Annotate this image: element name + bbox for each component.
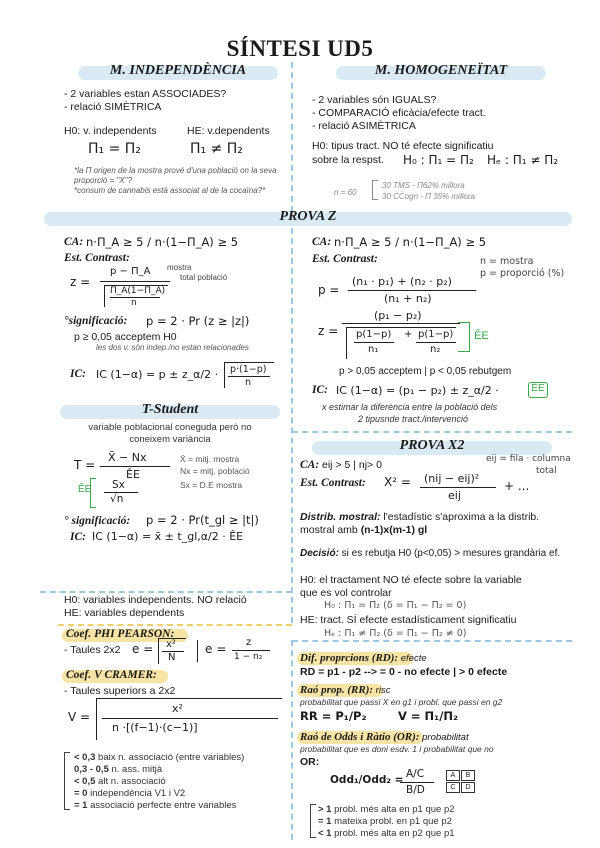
fraction-bar	[400, 782, 434, 783]
ic-formula: IC (1−α) = x̄ ± t_gl,α/2 · ÊE	[92, 530, 244, 543]
dist-text-c: (n-1)x(m-1) gl	[360, 524, 428, 536]
left-divider	[40, 591, 292, 593]
z-annotation-1: mostra	[167, 263, 192, 272]
x2-lhs: X² =	[384, 475, 411, 489]
dist-label: Distrib. mostral:	[300, 511, 381, 523]
ee-numerator: Sx	[112, 479, 125, 491]
x2-heading: PROVA X2	[399, 438, 465, 453]
p-numerator: (n₁ · p₁) + (n₂ · p₂)	[352, 275, 452, 288]
z-n2: n₂	[430, 344, 441, 355]
ic-note-2: 2 tipusnde tract./intervenció	[358, 414, 469, 424]
phi-lhs: e =	[132, 642, 154, 656]
homog-n: n = 60	[334, 188, 357, 197]
ic-label: IC:	[70, 531, 86, 543]
scale-3-value: < 0,5	[74, 776, 96, 787]
t-numerator: X̄ − Nx	[108, 451, 147, 464]
legend-1: X̄ = mitj. mostra	[180, 454, 240, 464]
t-denominator: ÊE	[126, 468, 140, 481]
h0-text: H0: variables independents. NO relació	[64, 594, 247, 606]
or-formula-label: OR:	[300, 756, 320, 768]
est-contrast-label: Est. Contrast:	[312, 253, 378, 265]
right-divider	[292, 431, 572, 433]
divider	[58, 624, 292, 626]
tstudent-line-2: coneixem variància	[129, 434, 211, 445]
eij-note-2: total	[536, 466, 557, 476]
x2-he-a: HE: tract. SÍ efecte estadísticament significatiu	[300, 614, 517, 626]
scale-3-text: alt n. associació	[95, 776, 166, 787]
decisio-label: Decisió:	[300, 548, 339, 559]
ic-formula: IC (1−α) = p ± z_α/2 ·	[96, 368, 219, 381]
or-desc: probabilitat que es doni esdv. 1 i probabilitat que no	[300, 744, 494, 754]
x2-numerator: (nij − eij)²	[424, 472, 480, 485]
x2-ca: eij > 5 | nj> 0	[322, 459, 382, 471]
or-scale-2-value: = 1	[318, 816, 332, 827]
fraction-bar	[348, 290, 476, 291]
rr-formula: RR = P₁/P₂	[300, 709, 367, 723]
decisio-text: si es rebutja H0 (p<0,05) > mesures grandària ef.	[338, 548, 561, 559]
x2-h0-b: que es vol controlar	[300, 587, 392, 599]
tstudent-line-1: variable poblacional coneguda però no	[88, 422, 252, 433]
rd-label: Dif. proprcions (RD):	[300, 652, 399, 664]
cell-a: A	[446, 770, 460, 781]
v-denominator: n ·[(f−1)·(c−1)]	[112, 721, 198, 734]
z-lhs: z =	[70, 275, 91, 289]
phi-f2-lhs: e =	[205, 642, 227, 656]
p-denominator: (n₁ + n₂)	[384, 292, 432, 305]
or-text: probabilitat	[419, 732, 469, 743]
eij-note-1: eij = fila · columna	[486, 454, 571, 464]
t-lhs: T =	[74, 458, 96, 472]
phi-f2-numerator: z	[246, 637, 252, 648]
x2-h0-formula: H₀ : Π₁ = Π₂ (δ = Π₁ − Π₂ = 0)	[324, 600, 467, 611]
homog-line-3: - relació ASIMÈTRICA	[312, 120, 416, 132]
ic-numerator: p·(1−p)	[230, 364, 267, 375]
or-scale-1-text: probl. més alta en p1 que p2	[331, 804, 455, 815]
cell-c: C	[446, 782, 460, 793]
phi-f2-denominator: 1 − n₂	[234, 652, 263, 662]
fraction-bar	[232, 650, 270, 651]
ee-bracket	[458, 322, 470, 352]
rd-text: efecte	[398, 653, 427, 664]
ee-box: ÊE	[528, 382, 548, 398]
rd-formula: RD = p1 - p2 --> = 0 - no efecte | > 0 efecte	[300, 666, 508, 678]
he-text: HE: variables dependents	[64, 607, 185, 619]
scale-5-text: associació perfecte entre variables	[87, 800, 237, 811]
mid-divider	[291, 228, 293, 623]
tstudent-heading: T-Student	[141, 402, 199, 417]
ca-label: CA:	[312, 236, 332, 248]
accept-reject: p > 0,05 acceptem | p < 0,05 rebutgem	[339, 366, 512, 377]
bracket	[310, 804, 316, 838]
bottom-divider	[291, 640, 293, 840]
v-numerator: x²	[172, 702, 183, 715]
bracket	[372, 180, 378, 200]
phi-text: - Taules 2x2	[64, 644, 121, 656]
homog-h0-b: sobre la respst.	[312, 154, 384, 166]
or-lhs: Odd₁/Odd₂ =	[330, 774, 404, 786]
indep-formula-h0: Π₁ = Π₂	[88, 141, 141, 157]
scale-1-text: baix n. associació (entre variables)	[95, 752, 245, 763]
indep-note-1: *la Π origen de la mostra prové d'una població on la seva proporció = "X"?	[74, 166, 277, 185]
or-numerator: A/C	[406, 768, 425, 780]
legend-3: Sx = D.E mostra	[180, 480, 243, 490]
fraction-bar	[342, 323, 460, 324]
ca-formula: n·Π_A ≥ 5 / n·(1−Π_A) ≥ 5	[334, 235, 487, 249]
significacio-formula: p = 2 · Pr (z ≥ |z|)	[146, 314, 250, 328]
accept-text: p ≥ 0,05 acceptem H0	[74, 331, 177, 343]
ee-denominator: √n	[110, 493, 124, 505]
homog-formula-he: Hₑ : Π₁ ≠ Π₂	[487, 153, 559, 167]
z-n: n	[131, 298, 137, 308]
legend-2: Nx = mitj. població	[180, 466, 250, 476]
top-divider	[291, 62, 293, 212]
rr-label: Raó prop. (RR):	[300, 684, 374, 696]
right-divider	[292, 640, 572, 642]
ic-label: IC:	[70, 368, 86, 380]
indep-formula-he: Π₁ ≠ Π₂	[190, 141, 243, 157]
indep-note-2: *consum de cannabis està associat al de la cocaïna?*	[74, 186, 266, 195]
significacio-label: °significació:	[64, 315, 128, 327]
phi-label: Coef. PHI PEARSON:	[66, 628, 175, 640]
contingency-table	[446, 770, 475, 793]
scale-4-text: independència V1 i V2	[87, 788, 186, 799]
significacio-label: ° significació:	[64, 515, 131, 527]
ic-label: IC:	[312, 384, 328, 396]
v-cramer-label: Coef. V CRAMER:	[66, 669, 157, 681]
x2-h0-a: H0: el tractament NO té efecte sobre la variable	[300, 574, 522, 586]
phi-denominator: N	[168, 652, 176, 663]
z-term-b: p(1−p)	[418, 329, 454, 340]
scale-2-text: n. ass. mitjà	[108, 764, 163, 775]
z-term-a: p(1−p)	[356, 329, 392, 340]
ee-label: ÊE	[474, 330, 489, 342]
indep-h0: H0: v. independents	[64, 125, 157, 137]
indep-line-2: - relació SIMÈTRICA	[64, 101, 162, 113]
homog-example-2: 30 CCogn - Π 35% millora	[382, 192, 475, 201]
rr-text: risc	[373, 685, 391, 696]
fraction-bar	[100, 466, 170, 467]
x2-denominator: eij	[448, 489, 461, 502]
dist-text-a: l'estadístic s'aproxima a la distrib.	[380, 511, 540, 523]
ic-formula: IC (1−α) = (p₁ − p₂) ± z_α/2 ·	[336, 384, 499, 397]
homog-formula-h0: H₀ : Π₁ = Π₂	[403, 153, 474, 167]
x2-tail: + ...	[504, 479, 530, 493]
or-scale-2-text: mateixa probl. en p1 que p2	[331, 816, 452, 827]
homog-line-2: - COMPARACIÓ eficàcia/efecte tract.	[312, 107, 486, 119]
note-p: p = proporció (%)	[480, 268, 565, 279]
phi-numerator: x²	[166, 639, 176, 650]
note-n: n = mostra	[480, 256, 534, 267]
x2-he-formula: Hₑ : Π₁ ≠ Π₂ (δ = Π₁ − Π₂ ≠ 0)	[324, 628, 467, 639]
indep-heading: M. INDEPENDÈNCIA	[109, 63, 247, 78]
or-scale-1-value: > 1	[318, 804, 332, 815]
scale-4-value: = 0	[74, 788, 88, 799]
fraction-bar	[354, 342, 394, 343]
fraction-bar	[420, 487, 496, 488]
ic-denominator: n	[245, 377, 252, 388]
homog-heading: M. HOMOGENEÏTAT	[374, 63, 508, 78]
est-contrast-label: Est. Contrast:	[64, 252, 130, 264]
homog-example-1: 30 TMS - Π62% millora	[382, 181, 465, 190]
or-scale-3-value: < 1	[318, 828, 332, 839]
indep-he: HE: v.dependents	[187, 125, 270, 137]
ee-label: ÊE	[78, 484, 92, 495]
accept-sub: les dos v. són indep./no estan relacionades	[96, 343, 249, 352]
z-numerator: p − Π_A	[110, 266, 151, 277]
scale-5-value: = 1	[74, 800, 88, 811]
z-numerator: (p₁ − p₂)	[374, 309, 422, 322]
or-scale-3-text: probl. més alta en p2 que p1	[331, 828, 455, 839]
bracket	[64, 752, 70, 810]
fraction-bar	[100, 281, 170, 282]
fraction-bar	[416, 342, 456, 343]
ic-note-1: x estimar la diferència entre la població dels	[322, 402, 498, 412]
cell-d: D	[461, 782, 475, 793]
homog-line-1: - 2 variables són IGUALS?	[312, 94, 437, 106]
p-lhs: p =	[318, 283, 340, 297]
scale-1-value: < 0,3	[74, 752, 96, 763]
z-n1: n₁	[368, 344, 379, 355]
ca-label: CA:	[300, 459, 320, 471]
provaz-heading: PROVA Z	[279, 209, 337, 224]
z-lhs: z =	[318, 324, 339, 338]
v-lhs: V =	[68, 710, 91, 724]
or-denominator: B/D	[406, 784, 425, 796]
separator	[197, 640, 198, 662]
est-contrast-label: Est. Contrast:	[300, 477, 366, 489]
or-label: Raó de Odds i Ràtio (OR):	[300, 731, 420, 743]
ca-formula: n·Π_A ≥ 5 / n·(1−Π_A) ≥ 5	[86, 235, 239, 249]
v-cramer-text: - Taules superiors a 2x2	[64, 685, 176, 697]
fraction-bar	[102, 718, 278, 719]
homog-h0-a: H0: tipus tract. NO té efecte significatiu	[312, 140, 494, 152]
ca-label: CA:	[64, 236, 84, 248]
v-formula: V = Π₁/Π₂	[398, 709, 459, 723]
scale-2-value: 0,3 - 0,5	[74, 764, 109, 775]
z-annotation-2: total població	[180, 273, 228, 282]
cell-b: B	[461, 770, 475, 781]
z-den: Π_A(1−Π_A)	[110, 286, 166, 296]
significacio-formula: p = 2 · Pr(t_gl ≥ |t|)	[146, 513, 259, 527]
dist-text-b: mostral amb	[300, 524, 361, 536]
page-title: SÍNTESI UD5	[226, 36, 374, 61]
rr-desc: probabilitat que passi X en g1 i probl. que passi en g2	[300, 697, 503, 707]
indep-line-1: - 2 variables estan ASSOCIADES?	[64, 88, 227, 100]
